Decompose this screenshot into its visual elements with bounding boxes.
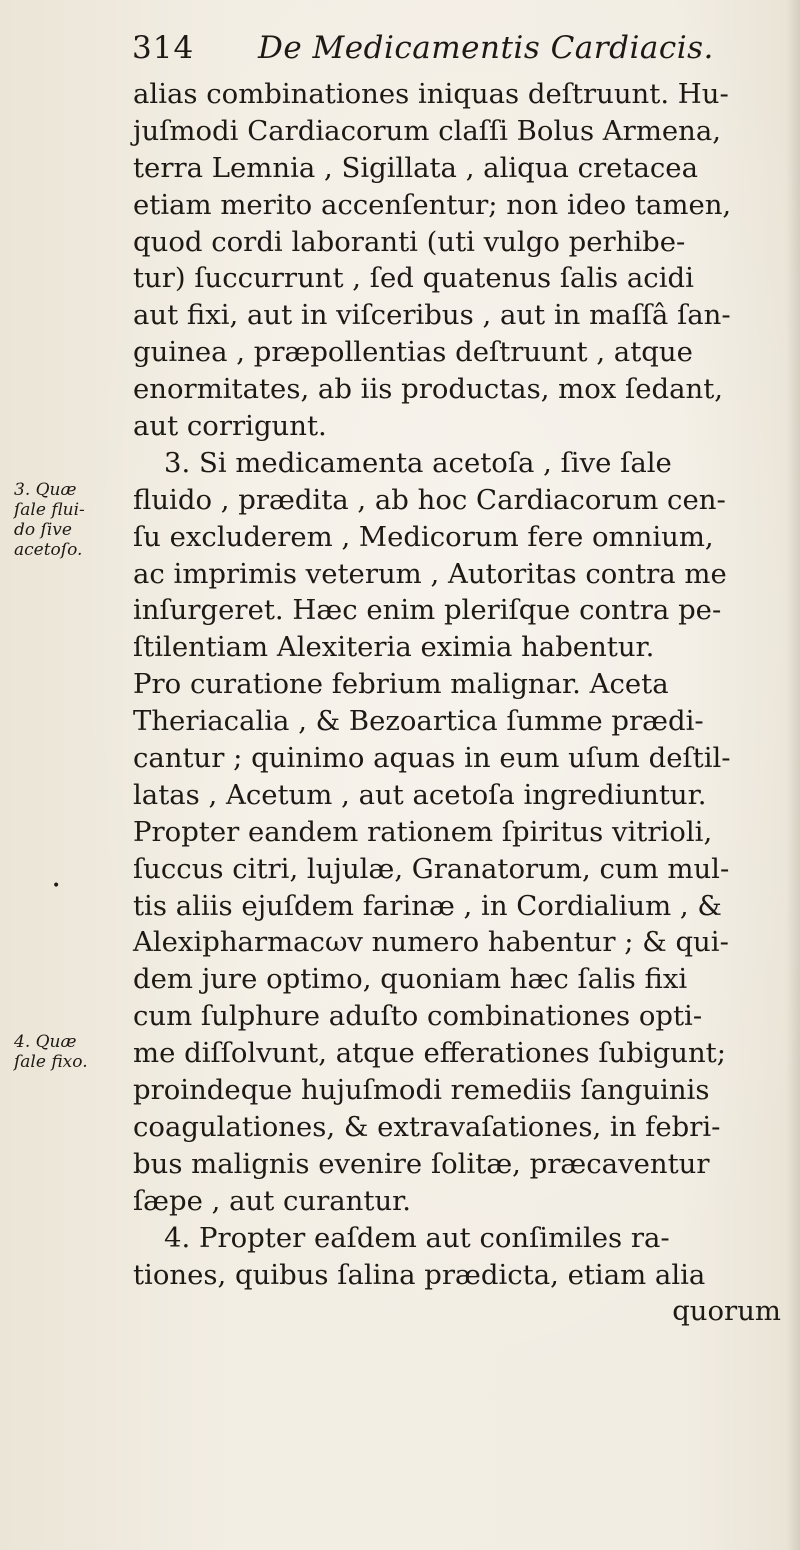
text-line: Alexipharmacωv numero habentur ; & qui- — [133, 926, 729, 959]
marginal-note-4 — [14, 1032, 88, 1072]
text-line: me diſſolvunt, atque efferationes ſubigunt; — [133, 1037, 726, 1070]
marginal-line: ſale fixo. — [14, 1052, 88, 1072]
text-line: latas , Acetum , aut acetoſa ingrediuntur. — [133, 778, 707, 811]
marginal-line: ſale flui- — [14, 500, 85, 520]
text-line: aut fixi, aut in viſceribus , aut in maſſâ ſan- — [133, 299, 731, 332]
text-line: cum ſulphure aduſto combinationes opti- — [133, 1000, 703, 1033]
body-text — [133, 76, 781, 1330]
bullet-mark: • — [52, 878, 61, 894]
text-line: ac imprimis veterum , Autoritas contra me — [133, 557, 727, 590]
text-line: aut corrigunt. — [133, 410, 327, 443]
text-line: proindeque hujuſmodi remediis ſanguinis — [133, 1074, 710, 1107]
text-line: ſæpe , aut curantur. — [133, 1184, 412, 1217]
page-edge-shadow — [786, 0, 800, 1550]
marginal-line: 3. Quæ — [14, 480, 77, 500]
paragraph-4-start: 4. Propter eaſdem aut conſimiles ra- — [164, 1221, 670, 1254]
paragraph-3-start: 3. Si medicamenta acetoſa , ſive ſale — [164, 446, 672, 479]
text-line: Propter eandem rationem ſpiritus vitrioli, — [133, 815, 713, 848]
text-line: ſtilentiam Alexiteria eximia habentur. — [133, 631, 655, 664]
marginal-note-3 — [14, 480, 85, 560]
text-line: tiones, quibus ſalina prædicta, etiam alia — [133, 1258, 706, 1291]
marginal-line: do ſive — [14, 520, 72, 540]
text-line: Theriacalia , & Bezoartica ſumme prædi- — [133, 705, 704, 738]
text-line: bus malignis evenire ſolitæ, præcaventur — [133, 1147, 710, 1180]
text-line: tis aliis ejuſdem farinæ , in Cordialium , & — [133, 889, 722, 922]
catchword: quorum — [672, 1295, 781, 1328]
text-line: tur) ſuccurrunt , ſed quatenus ſalis acidi — [133, 262, 694, 295]
text-line: alias combinationes iniquas deſtruunt. Hu- — [133, 78, 729, 110]
text-line: quod cordi laboranti (uti vulgo perhibe- — [133, 225, 686, 258]
text-line: enormitates, ab iis productas, mox ſedant, — [133, 373, 724, 406]
text-line: Pro curatione febrium malignar. Aceta — [133, 668, 669, 701]
text-line: etiam merito accenſentur; non ideo tamen, — [133, 188, 732, 221]
text-line: fluido , prædita , ab hoc Cardiacorum cen- — [133, 483, 726, 516]
text-line: ſuccus citri, lujulæ, Granatorum, cum mul- — [133, 852, 730, 885]
page-number: 314 — [132, 30, 195, 66]
marginal-line: acetoſo. — [14, 540, 83, 560]
text-line: dem jure optimo, quoniam hæc ſalis fixi — [133, 963, 688, 996]
text-line: coagulationes, & extravaſationes, in febri- — [133, 1110, 721, 1143]
text-line: inſurgeret. Hæc enim pleriſque contra pe- — [133, 594, 722, 627]
running-head: De Medicamentis Cardiacis. — [258, 30, 714, 66]
text-line: cantur ; quinimo aquas in eum uſum deſtil- — [133, 742, 731, 775]
text-line: terra Lemnia , Sigillata , aliqua cretacea — [133, 151, 698, 184]
text-line: guinea , præpollentias deſtruunt , atque — [133, 336, 693, 369]
marginal-line: 4. Quæ — [14, 1032, 77, 1052]
text-line: ſu excluderem , Medicorum fere omnium, — [133, 520, 714, 553]
text-line: juſmodi Cardiacorum claſſi Bolus Armena, — [133, 114, 722, 147]
page-header — [132, 30, 772, 74]
